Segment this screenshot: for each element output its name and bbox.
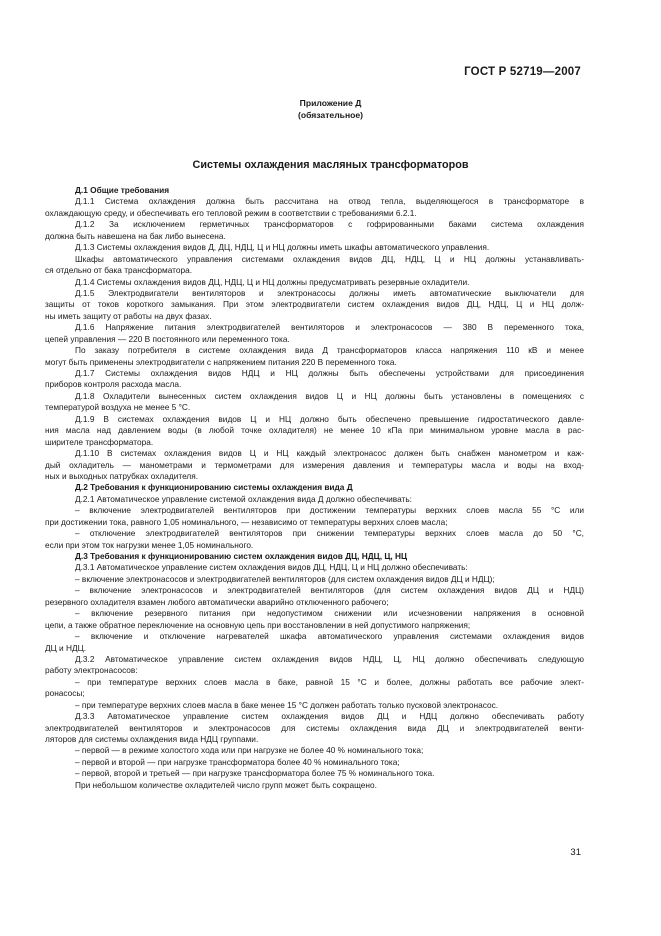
text-line: – при температуре верхних слоев масла в баке менее 15 °С должен работать только пусковой электронасос. (75, 699, 499, 710)
text-line: температурой воздуха не менее 5 °С. (45, 402, 191, 413)
text-line: ся отдельно от бака трансформатора. (45, 265, 192, 276)
text-line: По заказу потребителя в системе охлаждения вида Д трансформаторов класса напряжения 110 кВ и менее (75, 345, 584, 356)
text-line: – включение и отключение нагревателей шкафа автоматического управления системами охлаждения видов (75, 631, 584, 642)
text-line: – включение электронасосов и электродвигателей вентиляторов (для систем охлаждения видов ДЦ и НДЦ) (75, 585, 584, 596)
text-line: Д.1.10 В системах охлаждения видов Ц и НЦ каждый электронасос должен быть снабжен манометром и каж- (75, 448, 584, 459)
text-line: Д.3.3 Автоматическое управление систем охлаждения видов ДЦ и НДЦ должно обеспечивать работу (75, 711, 584, 722)
text-line: – первой, второй и третьей — при нагрузке трансформатора более 75 % номинального тока. (75, 768, 435, 779)
appendix-status: (обязательное) (297, 110, 364, 120)
text-line: Д.1.4 Системы охлаждения видов ДЦ, НДЦ, Ц и НЦ должны предусматривать резервные охладители. (75, 276, 470, 287)
text-line: – при температуре верхних слоев масла в баке, равной 15 °С и более, должны работать все рабочие элект- (75, 676, 584, 687)
text-line: ронасосы; (45, 688, 85, 699)
text-line: охлаждающую среду, и обеспечивать его тепловой режим в соответствии с требованиями 6.2.1. (45, 207, 417, 218)
text-line: Д.1.9 В системах охлаждения видов Ц и НЦ должно быть обеспечено превышение гидростатического давле- (75, 413, 584, 424)
text-line: – первой и второй — при нагрузке трансформатора более 40 % номинального тока; (75, 756, 400, 767)
text-line: – включение электродвигателей вентиляторов при достижении температуры верхних слоев масла 55 °С или (75, 505, 584, 516)
appendix-label: Приложение Д (299, 98, 362, 108)
text-line: – первой — в режиме холостого хода или при нагрузке не более 40 % номинального тока; (75, 745, 424, 756)
text-line: Д.1.5 Электродвигатели вентиляторов и электронасосы должны иметь автоматические выключатели для (75, 287, 584, 298)
text-line: должна быть навешена на бак либо вынесена. (45, 230, 226, 241)
section-heading: Д.2 Требования к функционированию системы охлаждения вида Д (75, 482, 353, 493)
text-line: приборов контроля расхода масла. (45, 379, 182, 390)
text-line: электродвигателей вентиляторов и электронасосов для системы охлаждения вида ДЦ и электродвигателей венти- (45, 722, 584, 733)
text-line: Д.3.1 Автоматическое управление систем охлаждения видов ДЦ, НДЦ, Ц и НЦ должно обеспечивать: (75, 562, 468, 573)
standard-number-header: ГОСТ Р 52719—2007 (464, 66, 581, 78)
section-heading: Д.3 Требования к функционированию систем охлаждения видов ДЦ, НДЦ, Ц, НЦ (75, 551, 408, 561)
text-line: Д.1.8 Охладители вынесенных систем охлаждения видов Ц и НЦ должны быть установлены в помещениях с (75, 390, 584, 401)
text-line: ния масла над давлением воды (в любой точке охладителя) не менее 10 кПа при минимальном уровне масла в рас- (45, 425, 584, 436)
text-line: Д.1.6 Напряжение питания электродвигателей вентиляторов и электронасосов — 380 В переменного тока, (75, 322, 584, 333)
text-line: ных и выходных патрубках охладителя. (45, 470, 199, 481)
text-line: ны иметь защиту от работы на двух фазах. (45, 310, 212, 321)
text-line: При небольшом количестве охладителей число групп может быть сокращено. (75, 779, 377, 790)
text-line: ДЦ и НДЦ. (45, 642, 87, 653)
text-line: дый охладитель — манометрами и термометрами для измерения давления и температуры масла и воды на вход- (45, 459, 584, 470)
text-line: резервного охладителя взамен любого автоматически аварийно отключенного рабочего; (45, 596, 389, 607)
appendix-title: Системы охлаждения масляных трансформаторов (192, 159, 469, 171)
text-line: Д.1.3 Системы охлаждения видов Д, ДЦ, НДЦ, Ц и НЦ должны иметь шкафы автоматического управления. (75, 242, 490, 253)
text-line: Д.1.2 За исключением герметичных трансформаторов с гофрированными баками система охлаждения (75, 219, 584, 230)
text-line: ляторов для системы охлаждения вида НДЦ группами. (45, 734, 259, 744)
text-line: защиты от токов короткого замыкания. При этом электродвигатели систем охлаждения видов ДЦ, НДЦ, Ц и НЦ долж- (45, 299, 584, 310)
text-line: Д.3.2 Автоматическое управление систем охлаждения видов НДЦ, Ц, НЦ должно обеспечивать следующую (75, 653, 584, 664)
text-line: работу электронасосов: (45, 665, 138, 676)
text-line: цепей управления — 220 В постоянного или переменного тока. (45, 333, 290, 344)
text-line: Шкафы автоматического управления системами охлаждения видов ДЦ, НДЦ, Ц и НЦ должны устанавливать- (75, 253, 584, 264)
body-text (45, 185, 584, 791)
text-line: Д.1.1 Система охлаждения должна быть рассчитана на отвод тепла, выделяющегося в трансформаторе в (75, 196, 584, 207)
page-number: 31 (570, 847, 581, 858)
text-line: – отключение электродвигателей вентиляторов при снижении температуры верхних слоев масла до 50 °С, (75, 528, 584, 539)
text-line: ширителе трансформатора. (45, 436, 154, 447)
text-line: Д.1.7 Системы охлаждения видов НДЦ и НЦ должны быть обеспечены устройствами для присоединения (75, 368, 584, 378)
text-line: Д.2.1 Автоматическое управление системой охлаждения вида Д должно обеспечивать: (75, 493, 412, 504)
text-line: при достижении тока, равного 1,05 номинального, — независимо от температуры верхних слоев масла; (45, 516, 448, 527)
text-line: если при этом ток нагрузки менее 1,05 номинального. (45, 539, 254, 550)
text-line: могут быть применены электродвигатели с напряжением питания 220 В переменного тока. (45, 356, 397, 367)
text-line: – включение резервного питания при недопустимом снижении или исчезновении напряжения в основной (75, 608, 584, 619)
text-line: – включение электронасосов и электродвигателей вентиляторов (для систем охлаждения видов ДЦ и НДЦ); (75, 573, 495, 584)
text-line: цепи, а также обратное переключение на основную цепь при восстановлении в ней допустимого напряжения; (45, 619, 471, 630)
section-heading: Д.1 Общие требования (75, 185, 170, 195)
